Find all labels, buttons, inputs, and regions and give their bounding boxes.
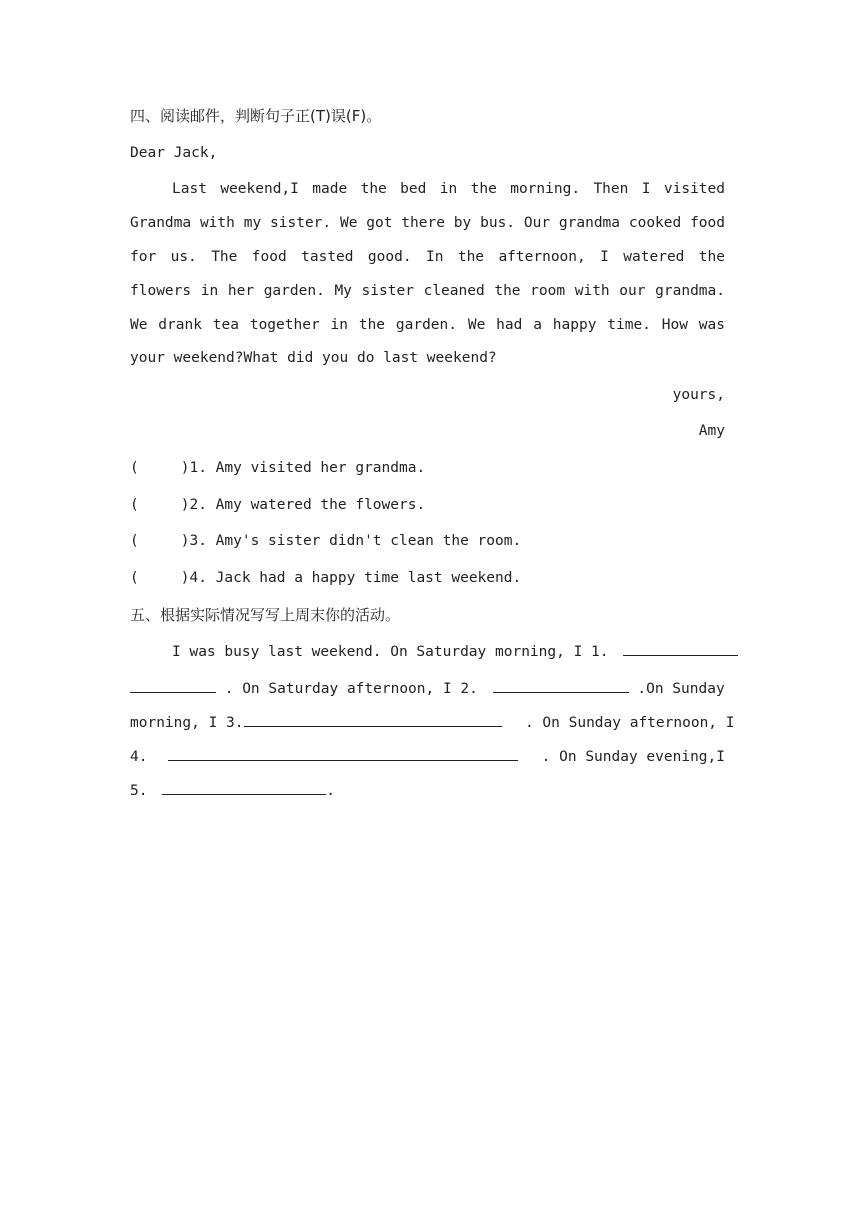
question-item	[130, 568, 725, 588]
writing-text: 4.	[130, 749, 148, 765]
letter-line-5: We drank tea together in the garden. We had a happy time. How was	[130, 317, 725, 333]
letter-signature: Amy	[698, 423, 725, 439]
answer-blank-3[interactable]	[244, 712, 502, 727]
answer-paren-close: )	[180, 497, 190, 513]
answer-blank-5[interactable]	[162, 780, 326, 795]
answer-paren-open[interactable]: (	[130, 497, 139, 513]
answer-paren-close: )	[180, 533, 190, 549]
answer-paren-open[interactable]: (	[130, 460, 139, 476]
writing-text: . On Saturday afternoon, I 2.	[224, 681, 478, 697]
answer-blank-1a[interactable]	[623, 641, 738, 656]
writing-line-3	[130, 712, 735, 733]
writing-text: . On Sunday afternoon, I	[524, 715, 735, 731]
letter-closing: yours,	[672, 387, 725, 403]
question-text: 1. Amy visited her grandma.	[189, 460, 426, 476]
letter-line-6: your weekend?What did you do last weekend?	[130, 350, 497, 366]
writing-text: .	[326, 783, 335, 799]
question-text: 3. Amy's sister didn't clean the room.	[189, 533, 522, 549]
section4-heading: 四、阅读邮件，判断句子正(T)误(F)。	[130, 107, 382, 125]
answer-blank-2[interactable]	[493, 678, 629, 693]
question-item	[130, 495, 725, 515]
writing-text: .On Sunday	[637, 681, 725, 697]
writing-line-2	[130, 678, 730, 699]
writing-line-5	[130, 780, 725, 801]
question-text: 4. Jack had a happy time last weekend.	[189, 570, 522, 586]
section5-heading: 五、根据实际情况写写上周末你的活动。	[130, 606, 401, 624]
letter-line-1: Last weekend,I made the bed in the morning. Then I visited	[172, 181, 725, 197]
letter-line-4: flowers in her garden. My sister cleaned the room with our grandma.	[130, 283, 725, 299]
writing-text: I was busy last weekend. On Saturday morning, I 1.	[172, 644, 609, 660]
writing-line-1	[172, 641, 730, 662]
question-text: 2. Amy watered the flowers.	[189, 497, 426, 513]
answer-paren-open[interactable]: (	[130, 570, 139, 586]
writing-text: . On Sunday evening,I	[541, 749, 725, 765]
answer-blank-1b[interactable]	[130, 678, 216, 693]
writing-line-4	[130, 746, 730, 767]
answer-paren-open[interactable]: (	[130, 533, 139, 549]
writing-text: morning, I 3.	[130, 715, 244, 731]
letter-line-2: Grandma with my sister. We got there by bus. Our grandma cooked food	[130, 215, 725, 231]
question-item	[130, 531, 725, 551]
letter-line-3: for us. The food tasted good. In the afternoon, I watered the	[130, 249, 725, 265]
writing-text: 5.	[130, 783, 148, 799]
answer-paren-close: )	[180, 570, 190, 586]
question-item	[130, 458, 725, 478]
answer-paren-close: )	[180, 460, 190, 476]
answer-blank-4[interactable]	[168, 746, 518, 761]
letter-greeting: Dear Jack,	[130, 145, 218, 161]
